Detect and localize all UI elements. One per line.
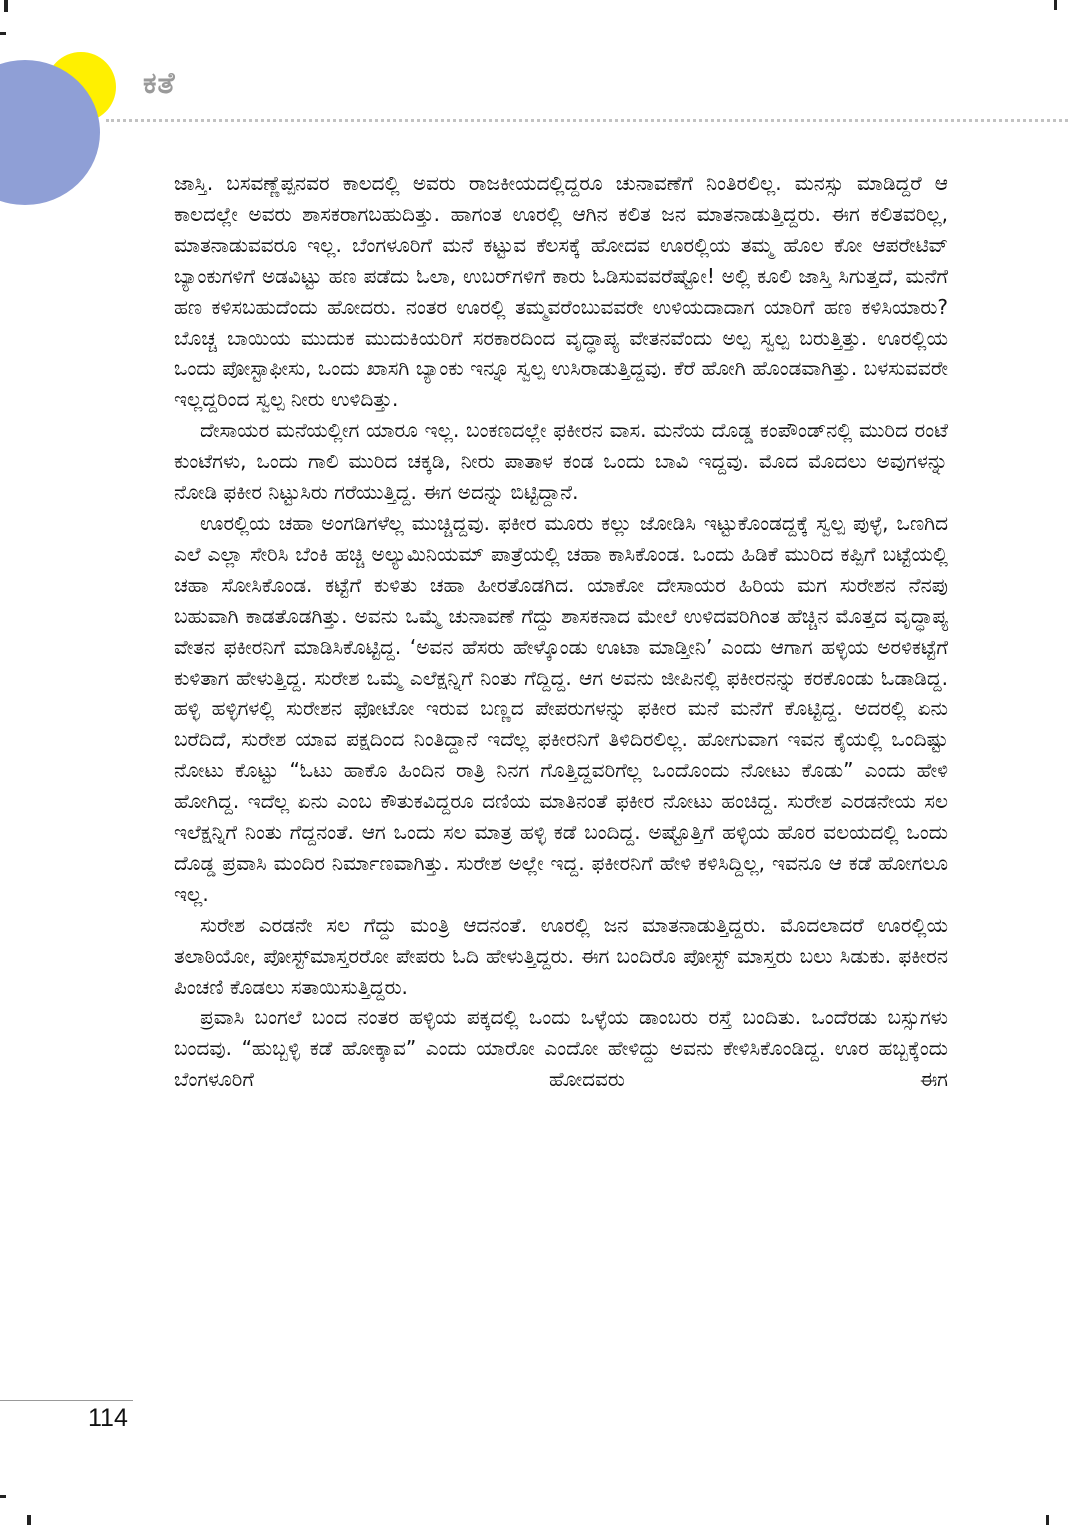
crop-mark-top-right bbox=[1054, 0, 1057, 10]
paragraph-5: ಪ್ರವಾಸಿ ಬಂಗಲೆ ಬಂದ ನಂತರ ಹಳ್ಳಿಯ ಪಕ್ಕದಲ್ಲಿ ಒಂದು ಒಳ್ಳೆಯ ಡಾಂಬರು ರಸ್ತೆ ಬಂದಿತು. ಒಂದೆರಡು ಬಸ್ಸುಗಳು ಬಂದವು. “ಹುಬ್ಬಳ್ಳಿ ಕಡೆ ಹೋಕ್ಕಾವ” ಎಂದು ಯಾರೋ ಎಂದೋ ಹೇಳಿದ್ದು ಅವನು ಕೇಳಿಸಿಕೊಂಡಿದ್ದ. ಊರ ಹಬ್ಬಕ್ಕೆಂದು ಬೆಂಗಳೂರಿಗೆ ಹೋದವರು ಈಗ bbox=[174, 1005, 948, 1092]
crop-mark-bottom-right bbox=[1046, 1515, 1049, 1525]
crop-mark-bottom-left bbox=[27, 1515, 31, 1525]
header-dotted-rule bbox=[106, 119, 1068, 122]
story-body bbox=[174, 168, 948, 1095]
crop-mark-left-upper bbox=[0, 32, 6, 35]
crop-mark-top-left bbox=[4, 0, 8, 12]
paragraph-3: ಊರಲ್ಲಿಯ ಚಹಾ ಅಂಗಡಿಗಳೆಲ್ಲ ಮುಚ್ಚಿದ್ದವು. ಫಕೀರ ಮೂರು ಕಲ್ಲು ಜೋಡಿಸಿ ಇಟ್ಟುಕೊಂಡದ್ದಕ್ಕೆ ಸ್ವಲ್ಪ ಪುಳ್ಳೆ, ಒಣಗಿದ ಎಲೆ ಎಲ್ಲಾ ಸೇರಿಸಿ ಬೆಂಕಿ ಹಚ್ಚಿ ಅಲ್ಯುಮಿನಿಯಮ್ ಪಾತ್ರೆಯಲ್ಲಿ ಚಹಾ ಕಾಸಿಕೊಂಡ. ಒಂದು ಹಿಡಿಕೆ ಮುರಿದ ಕಪ್ಪಿಗೆ ಬಟ್ಟೆಯಲ್ಲಿ ಚಹಾ ಸೋಸಿಕೊಂಡ. ಕಟ್ಟೆಗೆ ಕುಳಿತು ಚಹಾ ಹೀರತೊಡಗಿದ. ಯಾಕೋ ದೇಸಾಯರ ಹಿರಿಯ ಮಗ ಸುರೇಶನ ನೆನಪು ಬಹುವಾಗಿ ಕಾಡತೊಡಗಿತ್ತು. ಅವನು ಒಮ್ಮೆ ಚುನಾವಣೆ ಗೆದ್ದು ಶಾಸಕನಾದ ಮೇಲೆ ಉಳಿದವರಿಗಿಂತ ಹೆಚ್ಚಿನ ಮೊತ್ತದ ವೃದ್ಧಾಪ್ಯ ವೇತನ ಫಕೀರನಿಗೆ ಮಾಡಿಸಿಕೊಟ್ಟಿದ್ದ. ‘ಅವನ ಹೆಸರು ಹೇಳ್ಕೊಂಡು ಊಟಾ ಮಾಡ್ತೀನಿ’ ಎಂದು ಆಗಾಗ ಹಳ್ಳಿಯ ಅರಳಿಕಟ್ಟೆಗೆ ಕುಳಿತಾಗ ಹೇಳುತ್ತಿದ್ದ. ಸುರೇಶ ಒಮ್ಮೆ ಎಲೆಕ್ಷನ್ನಿಗೆ ನಿಂತು ಗೆದ್ದಿದ್ದ. ಆಗ ಅವನು ಜೀಪಿನಲ್ಲಿ ಫಕೀರನನ್ನು ಕರಕೊಂಡು ಓಡಾಡಿದ್ದ. ಹಳ್ಳಿ ಹಳ್ಳಿಗಳಲ್ಲಿ ಸುರೇಶನ ಫೋಟೋ ಇರುವ ಬಣ್ಣದ ಪೇಪರುಗಳನ್ನು ಫಕೀರ ಮನೆ ಮನೆಗೆ ಕೊಟ್ಟಿದ್ದ. ಅದರಲ್ಲಿ ಏನು ಬರೆದಿದೆ, ಸುರೇಶ ಯಾವ ಪಕ್ಷದಿಂದ ನಿಂತಿದ್ದಾನೆ ಇದೆಲ್ಲ ಫಕೀರನಿಗೆ ತಿಳಿದಿರಲಿಲ್ಲ. ಹೋಗುವಾಗ ಇವನ ಕೈಯಲ್ಲಿ ಒಂದಿಷ್ಟು ನೋಟು ಕೊಟ್ಟು “ಓಟು ಹಾಕೊ ಹಿಂದಿನ ರಾತ್ರಿ ನಿನಗ ಗೊತ್ತಿದ್ದವರಿಗೆಲ್ಲ ಒಂದೊಂದು ನೋಟು ಕೊಡು” ಎಂದು ಹೇಳಿ ಹೋಗಿದ್ದ. ಇದೆಲ್ಲ ಏನು ಎಂಬ ಕೌತುಕವಿದ್ದರೂ ದಣಿಯ ಮಾತಿನಂತೆ ಫಕೀರ ನೋಟು ಹಂಚಿದ್ದ. ಸುರೇಶ ಎರಡನೇಯ ಸಲ ಇಲೆಕ್ಷನ್ನಿಗೆ ನಿಂತು ಗೆದ್ದನಂತೆ. ಆಗ ಒಂದು ಸಲ ಮಾತ್ರ ಹಳ್ಳಿ ಕಡೆ ಬಂದಿದ್ದ. ಅಷ್ಟೊತ್ತಿಗೆ ಹಳ್ಳಿಯ ಹೊರ ವಲಯದಲ್ಲಿ ಒಂದು ದೊಡ್ಡ ಪ್ರವಾಸಿ ಮಂದಿರ ನಿರ್ಮಾಣವಾಗಿತ್ತು. ಸುರೇಶ ಅಲ್ಲೇ ಇದ್ದ. ಫಕೀರನಿಗೆ ಹೇಳಿ ಕಳಿಸಿದ್ದಿಲ್ಲ, ಇವನೂ ಆ ಕಡೆ ಹೋಗಲೂ ಇಲ್ಲ. bbox=[174, 510, 948, 906]
paragraph-4: ಸುರೇಶ ಎರಡನೇ ಸಲ ಗೆದ್ದು ಮಂತ್ರಿ ಆದನಂತೆ. ಊರಲ್ಲಿ ಜನ ಮಾತನಾಡುತ್ತಿದ್ದರು. ಮೊದಲಾದರೆ ಊರಲ್ಲಿಯ ತಲಾಠಿಯೋ, ಪೋಸ್ಟ್‌ಮಾಸ್ತರರೋ ಪೇಪರು ಓದಿ ಹೇಳುತ್ತಿದ್ದರು. ಈಗ ಬಂದಿರೊ ಪೋಸ್ಟ್ ಮಾಸ್ತರು ಬಲು ಸಿಡುಕು. ಫಕೀರನ ಪಿಂಚಣಿ ಕೊಡಲು ಸತಾಯಿಸುತ್ತಿದ್ದರು. bbox=[174, 912, 948, 999]
section-label: ಕತೆ bbox=[143, 66, 176, 101]
paragraph-2: ದೇಸಾಯರ ಮನೆಯಲ್ಲೀಗ ಯಾರೂ ಇಲ್ಲ. ಬಂಕಣದಲ್ಲೇ ಫಕೀರನ ವಾಸ. ಮನೆಯ ದೊಡ್ಡ ಕಂಪೌಂಡ್‌ನಲ್ಲಿ ಮುರಿದ ರಂಟೆ ಕುಂಟೆಗಳು, ಒಂದು ಗಾಲಿ ಮುರಿದ ಚಕ್ಕಡಿ, ನೀರು ಪಾತಾಳ ಕಂಡ ಒಂದು ಬಾವಿ ಇದ್ದವು. ಮೊದ ಮೊದಲು ಅವುಗಳನ್ನು ನೋಡಿ ಫಕೀರ ನಿಟ್ಟುಸಿರು ಗರೆಯುತ್ತಿದ್ದ. ಈಗ ಅದನ್ನು ಬಿಟ್ಟಿದ್ದಾನೆ. bbox=[174, 418, 948, 505]
crop-mark-left-lower bbox=[0, 1495, 6, 1498]
paragraph-1: ಜಾಸ್ತಿ. ಬಸವಣ್ಣೆಪ್ಪನವರ ಕಾಲದಲ್ಲಿ ಅವರು ರಾಜಕೀಯದಲ್ಲಿದ್ದರೂ ಚುನಾವಣೆಗೆ ನಿಂತಿರಲಿಲ್ಲ. ಮನಸ್ಸು ಮಾಡಿದ್ದರೆ ಆ ಕಾಲದಲ್ಲೇ ಅವರು ಶಾಸಕರಾಗಬಹುದಿತ್ತು. ಹಾಗಂತ ಊರಲ್ಲಿ ಆಗಿನ ಕಲಿತ ಜನ ಮಾತನಾಡುತ್ತಿದ್ದರು. ಈಗ ಕಲಿತವರಿಲ್ಲ, ಮಾತನಾಡುವವರೂ ಇಲ್ಲ. ಬೆಂಗಳೂರಿಗೆ ಮನೆ ಕಟ್ಟುವ ಕೆಲಸಕ್ಕೆ ಹೋದವ ಊರಲ್ಲಿಯ ತಮ್ಮ ಹೊಲ ಕೋ ಆಪರೇಟಿವ್ ಬ್ಯಾಂಕುಗಳಿಗೆ ಅಡವಿಟ್ಟು ಹಣ ಪಡೆದು ಓಲಾ, ಉಬರ್‌ಗಳಿಗೆ ಕಾರು ಓಡಿಸುವವರೆಷ್ಟೋ! ಅಲ್ಲಿ ಕೂಲಿ ಜಾಸ್ತಿ ಸಿಗುತ್ತದೆ, ಮನೆಗೆ ಹಣ ಕಳಿಸಬಹುದೆಂದು ಹೋದರು. ನಂತರ ಊರಲ್ಲಿ ತಮ್ಮವರೆಂಬುವವರೇ ಉಳಿಯದಾದಾಗ ಯಾರಿಗೆ ಹಣ ಕಳಿಸಿಯಾರು? ಬೊಚ್ಚ ಬಾಯಿಯ ಮುದುಕ ಮುದುಕಿಯರಿಗೆ ಸರಕಾರದಿಂದ ವೃದ್ಧಾಪ್ಯ ವೇತನವೆಂದು ಅಲ್ಪ ಸ್ವಲ್ಪ ಬರುತ್ತಿತ್ತು. ಊರಲ್ಲಿಯ ಒಂದು ಪೋಸ್ಟಾಫೀಸು, ಒಂದು ಖಾಸಗಿ ಬ್ಯಾಂಕು ಇನ್ನೂ ಸ್ವಲ್ಪ ಉಸಿರಾಡುತ್ತಿದ್ದವು. ಕೆರೆ ಹೋಗಿ ಹೊಂಡವಾಗಿತ್ತು. ಬಳಸುವವರೇ ಇಲ್ಲದ್ದರಿಂದ ಸ್ವಲ್ಪ ನೀರು ಉಳಿದಿತ್ತು. bbox=[174, 171, 948, 412]
footer-rule bbox=[0, 1400, 133, 1401]
page-number: 114 bbox=[88, 1404, 128, 1432]
